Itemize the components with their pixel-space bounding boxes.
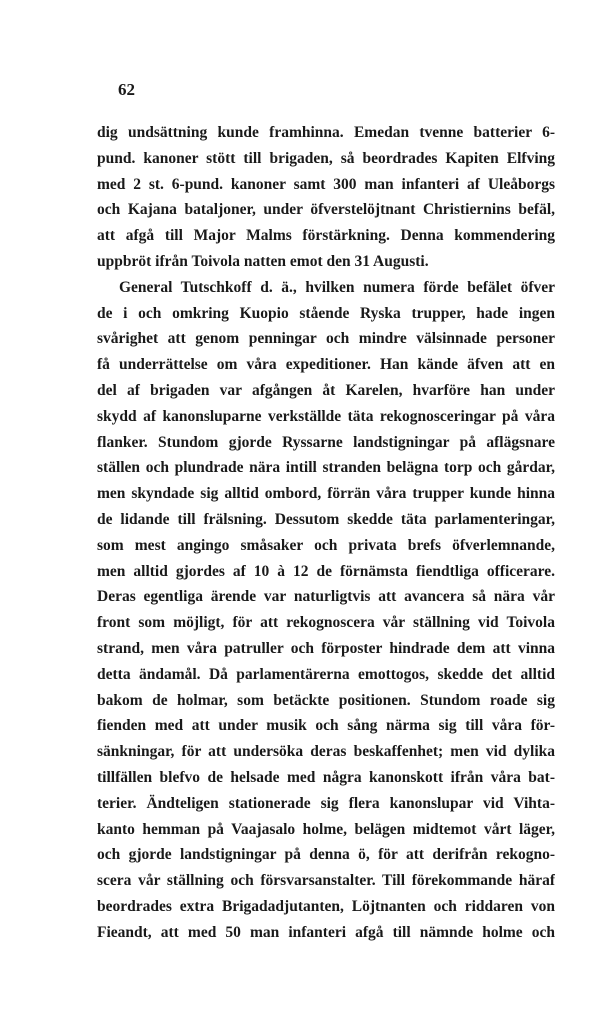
text-line: pund. kanoner stött till brigaden, så beordrades Kapiten Elfving (97, 149, 555, 167)
text-line: skydd af kanonsluparne verkställde täta rekognosceringar på våra (97, 407, 555, 425)
text-line: bakom de holmar, som betäckte positionen. Stundom roade sig (97, 691, 555, 709)
text-line: uppbröt ifrån Toivola natten emot den 31 Augusti. (97, 252, 429, 270)
text-line: terier. Ändteligen stationerade sig flera kanonslupar vid Vihta- (97, 794, 555, 812)
text-line: som mest angingo småsaker och privata brefs öfverlemnande, (97, 536, 555, 554)
text-line: front som möjligt, för att rekognoscera vår ställning vid Toivola (97, 614, 555, 632)
text-line: och Kajana bataljoner, under öfverstelöjtnant Christiernins befäl, (97, 201, 555, 219)
text-line: tillfällen blefvo de helsade med några kanonskott ifrån våra bat- (97, 768, 555, 786)
text-line: fienden med att under musik och sång närma sig till våra för- (97, 717, 555, 735)
text-line: sänkningar, för att undersöka deras beskaffenhet; men vid dylika (97, 743, 555, 761)
text-line: svårighet att genom penningar och mindre välsinnade personer (97, 330, 555, 348)
text-line: beordrades extra Brigadadjutanten, Löjtnanten och riddaren von (97, 897, 555, 915)
text-line: de i och omkring Kuopio stående Ryska trupper, hade ingen (97, 304, 555, 322)
text-line: Deras egentliga ärende var naturligtvis att avancera så nära vår (97, 588, 555, 606)
text-line: Fieandt, att med 50 man infanteri afgå till nämnde holme och (97, 923, 555, 941)
text-line: men alltid gjordes af 10 à 12 de förnämsta fiendtliga officerare. (97, 562, 555, 580)
text-line: scera vår ställning och försvarsanstalter. Till förekommande häraf (97, 872, 555, 890)
text-line: strand, men våra patruller och förposter hindrade dem att vinna (97, 639, 555, 657)
text-line: flanker. Stundom gjorde Ryssarne landstigningar på aflägsnare (97, 433, 555, 451)
text-line: dig undsättning kunde framhinna. Emedan tvenne batterier 6- (97, 124, 555, 141)
text-line: General Tutschkoff d. ä., hvilken numera förde befälet öfver (119, 278, 555, 296)
text-line: detta ändamål. Då parlamentärerna emottogos, skedde det alltid (97, 665, 555, 683)
page-number: 62 (118, 80, 135, 99)
text-line: del af brigaden var afgången åt Karelen, hvarföre han under (97, 381, 555, 399)
text-line: men skyndade sig alltid ombord, förrän våra trupper kunde hinna (97, 485, 555, 503)
text-line: och gjorde landstigningar på denna ö, för att derifrån rekogno- (97, 846, 555, 864)
text-line: med 2 st. 6-pund. kanoner samt 300 man infanteri af Uleåborgs (97, 175, 555, 193)
text-line: kanto hemman på Vaajasalo holme, belägen midtemot vårt läger, (97, 820, 555, 838)
text-line: att afgå till Major Malms förstärkning. Denna kommendering (97, 227, 555, 245)
body-text (97, 120, 555, 946)
text-line: ställen och plundrade nära intill stranden belägna torp och gårdar, (97, 459, 555, 477)
text-line: få underrättelse om våra expeditioner. Han kände äfven att en (97, 356, 555, 374)
text-line: de lidande till frälsning. Dessutom skedde täta parlamenteringar, (97, 510, 555, 528)
